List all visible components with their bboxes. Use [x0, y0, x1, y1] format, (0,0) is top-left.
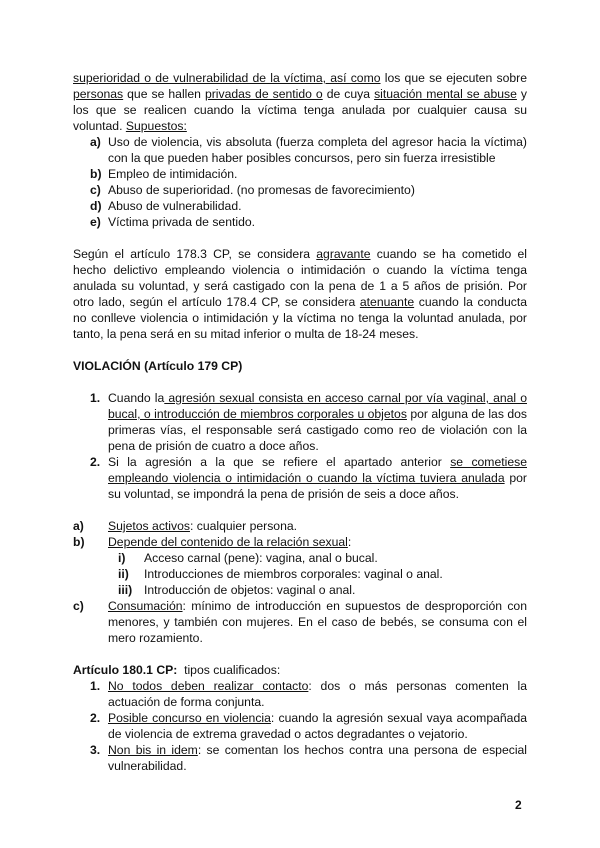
list-item: d) Abuso de vulnerabilidad.	[90, 199, 242, 213]
list-item: a) Sujetos activos: cualquier persona.	[73, 519, 298, 533]
list-item: b) Empleo de intimidación.	[90, 167, 238, 181]
list-item: a) Uso de violencia, vis absoluta (fuerza completa del agresor hacia la víctima) con la que pueden haber posibles concursos, pero sin fuerza irresistible	[90, 135, 527, 165]
sub-list-item: iii) Introducción de objetos: vaginal o anal.	[118, 583, 356, 597]
list-item: e) Víctima privada de sentido.	[90, 215, 256, 229]
list-item: 1. No todos deben realizar contacto: dos o más personas comenten la actuación de forma conjunta.	[90, 679, 527, 709]
list-item: 2. Si la agresión a la que se refiere el apartado anterior se cometiese empleando violencia o intimidación o cuando la víctima tuviera anulada por su voluntad, se impondrá la pena de prisión de seis a doce años.	[90, 455, 527, 501]
elements-list	[73, 518, 527, 646]
list-item: 2. Posible concurso en violencia: cuando la agresión sexual vaya acompañada de violencia de extrema gravedad o actos degradantes o vejatorio.	[90, 711, 527, 741]
list-item: 1. Cuando la agresión sexual consista en acceso carnal por vía vaginal, anal o bucal, o introducción de miembros corporales u objetos por alguna de las dos primeras vías, el responsable será castigado como reo de violación con la pena de prisión de cuatro a doce años.	[90, 391, 527, 453]
sub-list-item: ii) Introducciones de miembros corporales: vaginal o anal.	[118, 567, 443, 581]
art180-list	[73, 678, 527, 774]
numbered-list	[73, 390, 527, 502]
section-heading: VIOLACIÓN (Artículo 179 CP)	[73, 359, 243, 373]
list-item: b) Depende del contenido de la relación sexual:	[73, 535, 352, 549]
list-item: c) Abuso de superioridad. (no promesas de favorecimiento)	[90, 183, 415, 197]
document-body	[73, 70, 527, 774]
page-number: 2	[515, 798, 522, 812]
intro-paragraph: superioridad o de vulnerabilidad de la víctima, así como los que se ejecuten sobre personas que se hallen privadas de sentido o de cuya situación mental se abuse y los que se realicen cuando la víctima tenga anulada por cualquier causa su voluntad. Supuestos:	[73, 71, 528, 133]
sub-list-item: i) Acceso carnal (pene): vagina, anal o bucal.	[118, 551, 378, 565]
list-item: c) Consumación: mínimo de introducción en supuestos de desproporción con menores, y también con mujeres. En el caso de bebés, se consuma con el mero rozamiento.	[73, 599, 527, 645]
art180-heading: Artículo 180.1 CP: tipos cualificados:	[73, 663, 281, 677]
agravante-paragraph: Según el artículo 178.3 CP, se considera agravante cuando se ha cometido el hecho delictivo empleando violencia o intimidación o cuando la víctima tenga anulada su voluntad, y será castigado con la pena de 1 a 5 años de prisión. Por otro lado, según el artículo 178.4 CP, se considera atenuante cuando la conducta no conlleve violencia o intimidación y la víctima no tenga la voluntad anulada, por tanto, la pena será en su mitad inferior o multa de 18-24 meses.	[73, 247, 528, 341]
supuestos-list	[73, 134, 527, 230]
list-item: 3. Non bis in idem: se comentan los hechos contra una persona de especial vulnerabilidad.	[90, 743, 528, 773]
